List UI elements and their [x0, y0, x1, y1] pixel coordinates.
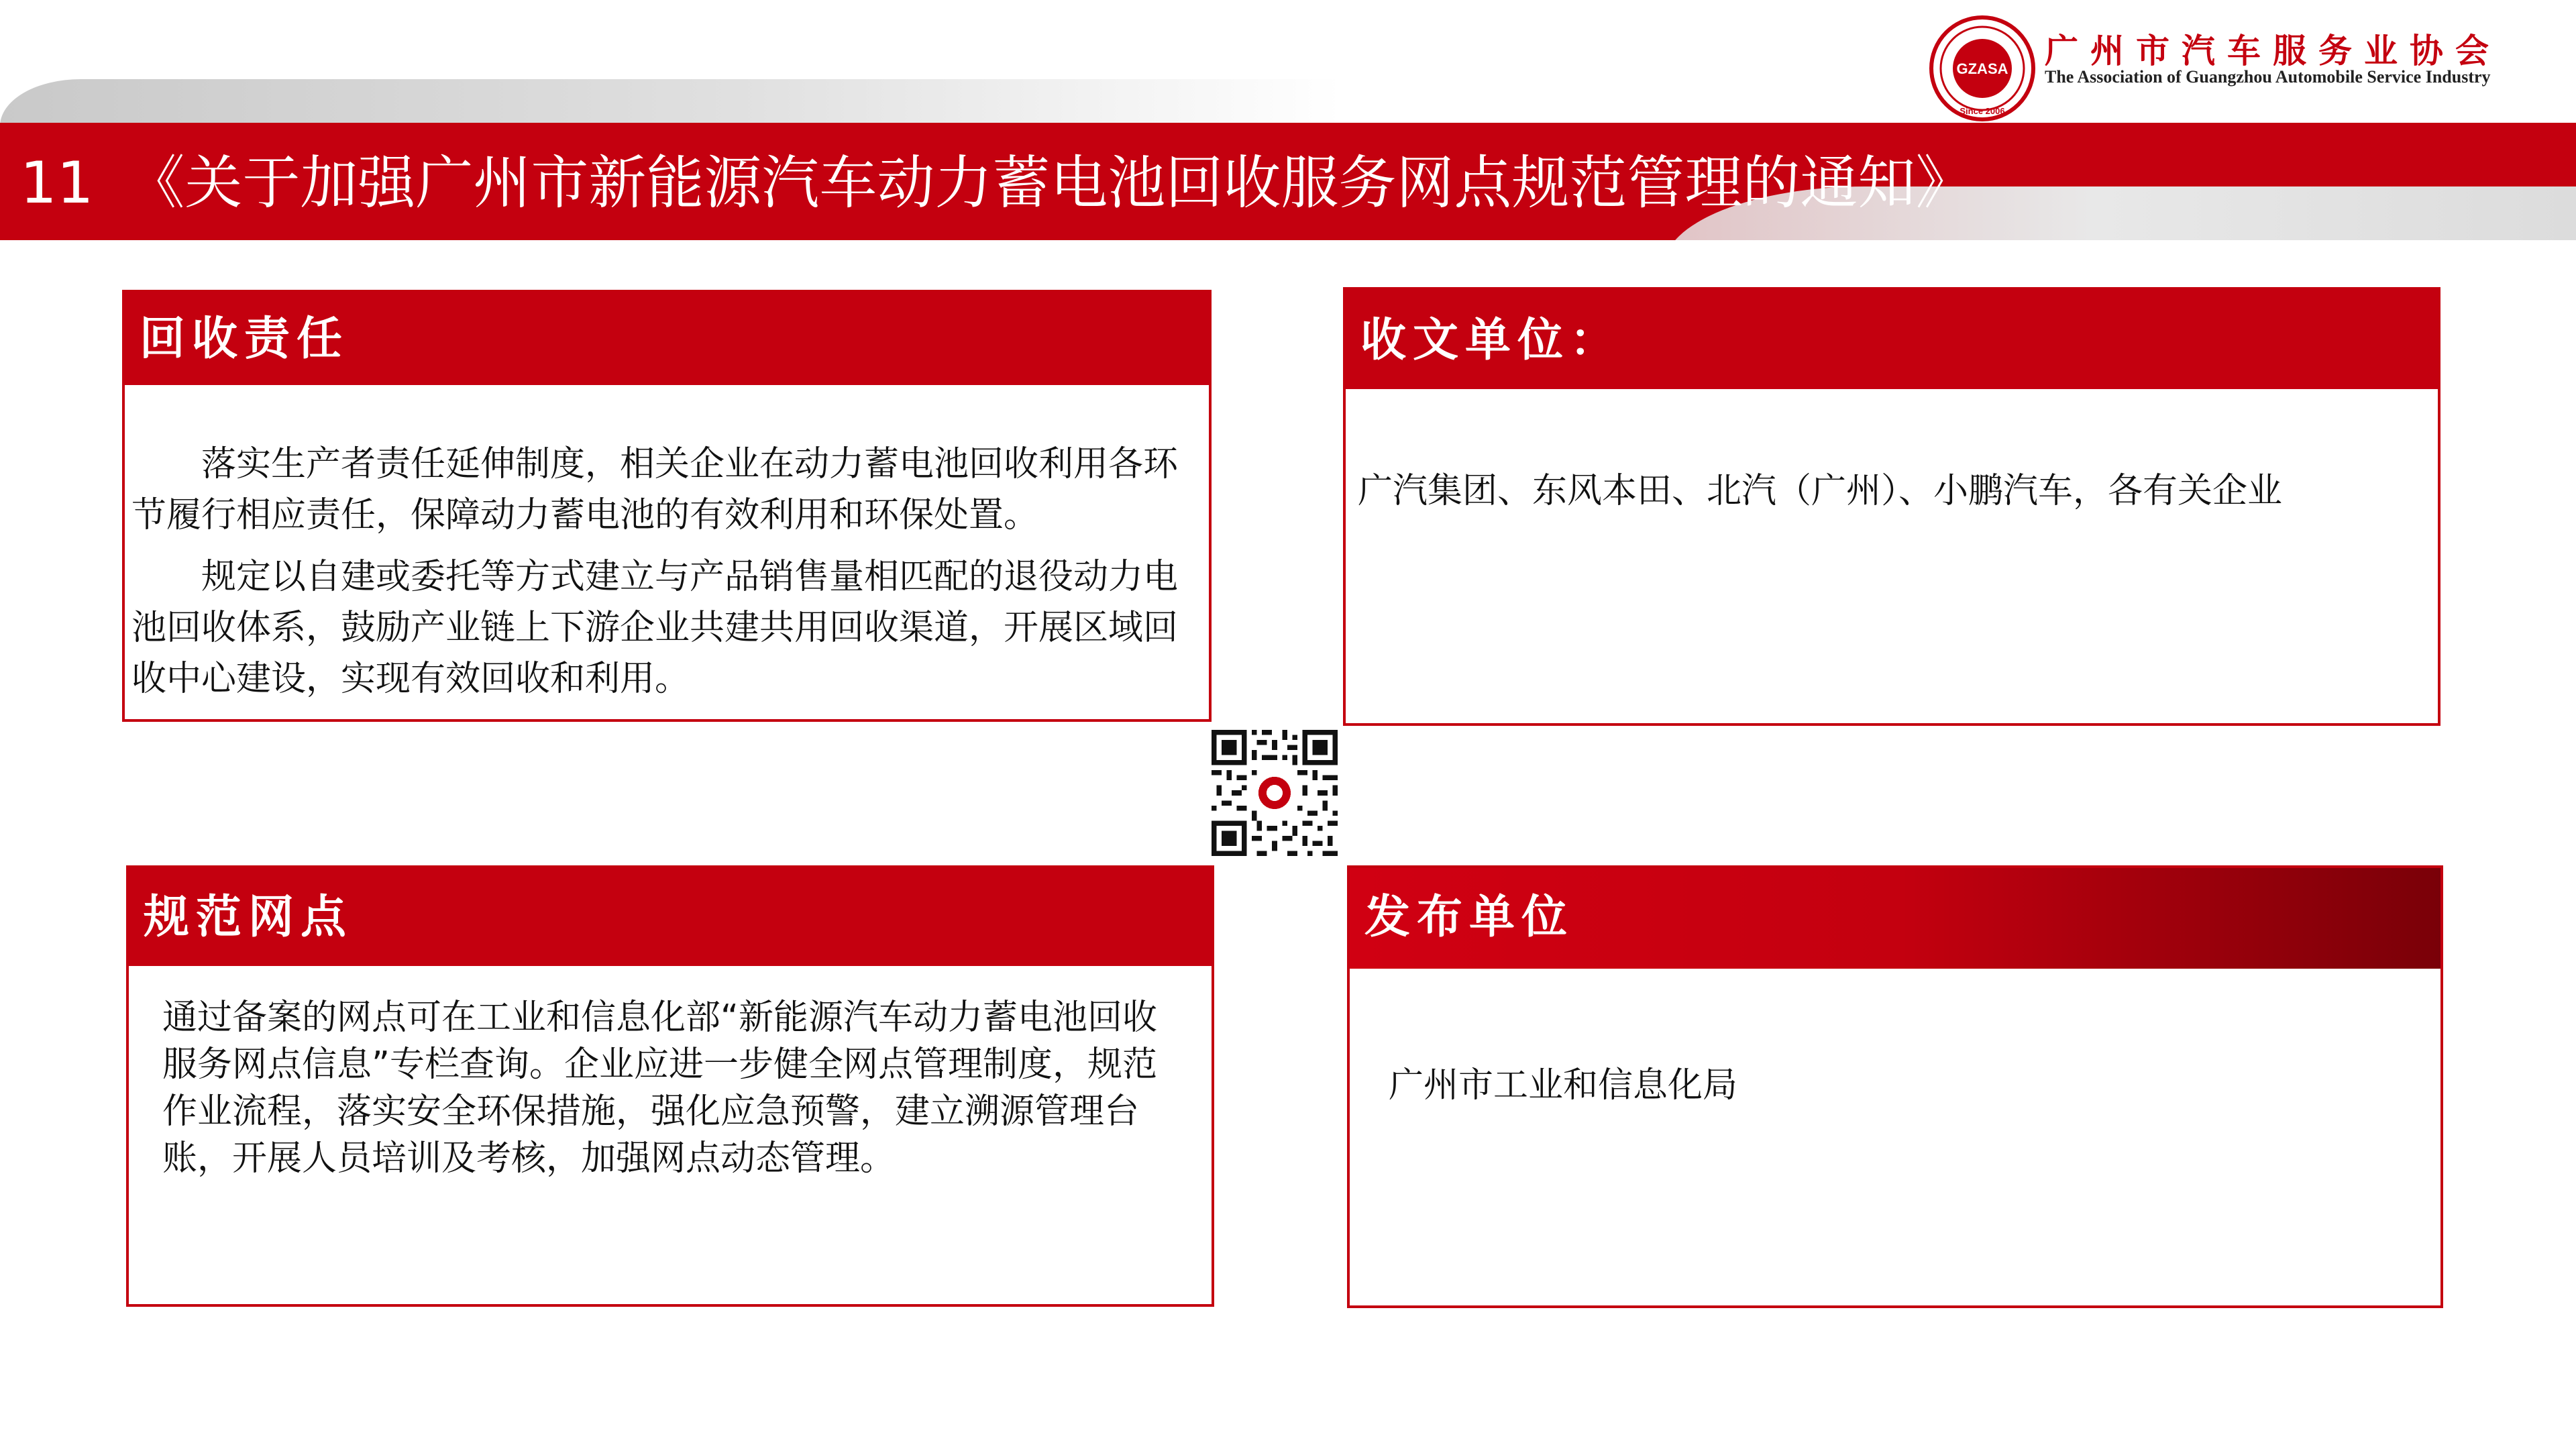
responsibility-body	[131, 439, 1202, 704]
responsibility-header	[125, 292, 1209, 385]
publisher-header	[1350, 868, 2440, 969]
recipients-title: 收文单位：	[1360, 314, 1623, 367]
outlets-body	[162, 994, 1178, 1182]
responsibility-paragraph-1: 落实生产者责任延伸制度，相关企业在动力蓄电池回收利用各环节履行相应责任，保障动力蓄电池的有效利用和环保处置。	[131, 444, 1179, 535]
recipients-text: 广汽集团、东风本田、北汽（广州）、小鹏汽车，各有关企业	[1358, 471, 2283, 511]
qr-code-icon	[1212, 730, 1338, 856]
outlets-box	[126, 865, 1214, 1307]
title-band	[0, 123, 2576, 240]
publisher-body	[1389, 1060, 2434, 1111]
logo-badge-text: GZASA	[1956, 60, 2008, 77]
title-number: 11	[20, 150, 94, 217]
top-decoration	[0, 79, 1342, 126]
association-logo-icon	[1929, 15, 2036, 122]
responsibility-box	[122, 290, 1212, 722]
publisher-text: 广州市工业和信息化局	[1389, 1065, 1738, 1106]
responsibility-title: 回收责任	[140, 313, 350, 366]
outlets-header	[129, 868, 1212, 966]
association-name-en: The Association of Guangzhou Automobile Service Industry	[2045, 67, 2491, 87]
outlets-text: 通过备案的网点可在工业和信息化部“新能源汽车动力蓄电池回收服务网点信息”专栏查询。企业应进一步健全网点管理制度，规范作业流程，落实安全环保措施，强化应急预警，建立溯源管理台账，开展人员培训及考核，加强网点动态管理。	[162, 998, 1157, 1179]
page-title	[20, 143, 1973, 223]
association-name-cn: 广州市汽车服务业协会	[2045, 32, 2501, 70]
recipients-box	[1343, 287, 2440, 726]
publisher-title: 发布单位	[1364, 891, 1574, 944]
recipients-body	[1358, 466, 2431, 517]
logo-since-text: Since 2006	[1960, 106, 2005, 116]
recipients-header	[1346, 290, 2438, 389]
outlets-title: 规范网点	[144, 891, 354, 944]
title-label: 《关于加强广州市新能源汽车动力蓄电池回收服务网点规范管理的通知》	[127, 150, 1974, 217]
responsibility-paragraph-2: 规定以自建或委托等方式建立与产品销售量相匹配的退役动力电池回收体系，鼓励产业链上下游企业共建共用回收渠道，开展区域回收中心建设，实现有效回收和利用。	[131, 557, 1179, 699]
publisher-box	[1347, 865, 2443, 1308]
